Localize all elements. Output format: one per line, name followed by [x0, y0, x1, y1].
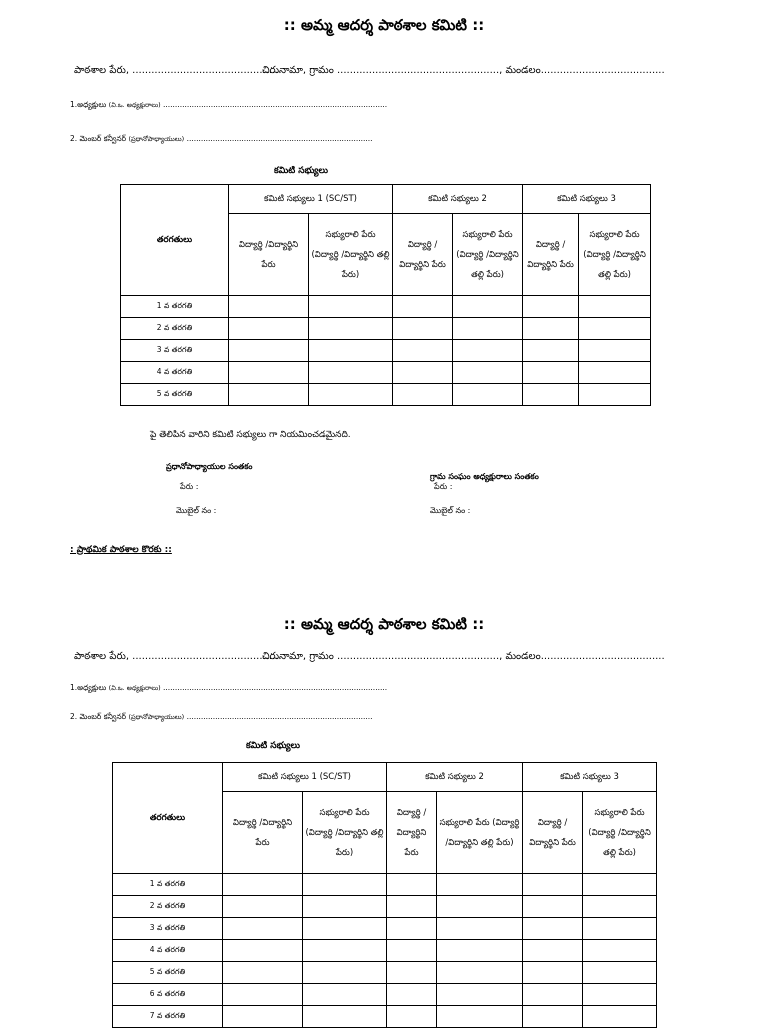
- chairperson-dots: ..............................................................................................: [163, 683, 388, 692]
- group-header-1: కమిటి సభ్యులు 1 (SC/ST): [229, 185, 393, 214]
- table-row: [121, 384, 651, 406]
- g2-student-name-header: విద్యార్థి /విద్యార్థిని పేరు: [387, 792, 437, 874]
- member-convener-field: [70, 134, 373, 145]
- group-header-3: కమిటి సభ్యులు 3: [523, 185, 651, 214]
- row-label: 5 వ తరగతి: [121, 384, 229, 406]
- g2-student-name-header: విద్యార్థి /విద్యార్థిని పేరు: [393, 214, 453, 296]
- group-header-2: కమిటి సభ్యులు 2: [393, 185, 523, 214]
- table-cell[interactable]: [309, 318, 393, 340]
- table-row: [113, 984, 657, 1006]
- chairperson-sub: (వి.ఒ. అధ్యక్షురాలు): [108, 101, 161, 109]
- committee-caption: కమిటి సభ్యులు: [246, 741, 301, 751]
- table-cell[interactable]: [223, 962, 303, 984]
- table-row: [121, 340, 651, 362]
- table-cell[interactable]: [453, 362, 523, 384]
- chairperson-field: [70, 100, 387, 111]
- g3-mother-name-header: సభ్యురాలి పేరు (విద్యార్థి /విద్యార్థిని తల్లి పేరు): [579, 214, 651, 296]
- table-row: [113, 940, 657, 962]
- table-cell[interactable]: [437, 874, 523, 896]
- table-cell[interactable]: [523, 340, 579, 362]
- chairperson-label: 1.అధ్యక్షులు: [70, 683, 107, 692]
- table-cell[interactable]: [579, 340, 651, 362]
- form-title: :: అమ్మ ఆదర్శ పాఠశాల కమిటి ::: [283, 615, 485, 633]
- address-village-field: చిరునామా, గ్రామం ..................................................., మండలం.......................................: [262, 65, 665, 76]
- member-convener-dots: ..............................................................................: [186, 134, 373, 143]
- table-row: [121, 318, 651, 340]
- row-label: 4 వ తరగతి: [113, 940, 223, 962]
- primary-school-footer-title: : ప్రాథమిక పాఠశాల కొరకు ::: [70, 545, 172, 555]
- table-cell[interactable]: [523, 918, 583, 940]
- row-label: 1 వ తరగతి: [113, 874, 223, 896]
- appointment-note: పై తెలిపిన వారిని కమిటి సభ్యులు గా నియమించడమైనది.: [150, 430, 351, 440]
- table-cell[interactable]: [387, 940, 437, 962]
- table-cell[interactable]: [387, 962, 437, 984]
- table-cell[interactable]: [393, 384, 453, 406]
- table-cell[interactable]: [579, 296, 651, 318]
- committee-table: [120, 184, 651, 406]
- village-name-label: పేరు :: [434, 482, 453, 491]
- table-row: [121, 296, 651, 318]
- member-convener-sub: (ప్రధానోపాధ్యాయులు): [128, 135, 185, 143]
- school-name-field: పాఠశాల పేరు, ...............................................: [74, 651, 282, 662]
- member-convener-label: 2. మెంబర్ కన్వీనర్: [70, 134, 127, 143]
- table-cell[interactable]: [393, 296, 453, 318]
- table-cell[interactable]: [229, 384, 309, 406]
- table-cell[interactable]: [437, 962, 523, 984]
- table-cell[interactable]: [523, 896, 583, 918]
- form-title: :: అమ్మ ఆదర్శ పాఠశాల కమిటి ::: [283, 16, 485, 34]
- chairperson-dots: ..............................................................................................: [163, 100, 388, 109]
- address-village-field: చిరునామా, గ్రామం ..................................................., మండలం.......................................: [262, 651, 665, 662]
- table-cell[interactable]: [387, 896, 437, 918]
- table-cell[interactable]: [387, 874, 437, 896]
- chairperson-label: 1.అధ్యక్షులు: [70, 100, 107, 109]
- committee-table: [112, 762, 657, 1028]
- table-cell[interactable]: [387, 1006, 437, 1028]
- table-cell[interactable]: [583, 1006, 657, 1028]
- member-convener-sub: (ప్రధానోపాధ్యాయులు): [128, 713, 185, 721]
- row-label: 5 వ తరగతి: [113, 962, 223, 984]
- table-cell[interactable]: [303, 896, 387, 918]
- table-cell[interactable]: [303, 918, 387, 940]
- table-cell[interactable]: [309, 340, 393, 362]
- table-cell[interactable]: [579, 318, 651, 340]
- table-cell[interactable]: [437, 940, 523, 962]
- village-mobile-label: మొబైల్ నం :: [430, 506, 471, 515]
- table-cell[interactable]: [579, 384, 651, 406]
- committee-caption: కమిటి సభ్యులు: [274, 166, 329, 176]
- g2-mother-name-header: సభ్యురాలి పేరు (విద్యార్థి /విద్యార్థిని తల్లి పేరు): [453, 214, 523, 296]
- table-cell[interactable]: [229, 296, 309, 318]
- g3-student-name-header: విద్యార్థి /విద్యార్థిని పేరు: [523, 792, 583, 874]
- table-cell[interactable]: [453, 384, 523, 406]
- table-cell[interactable]: [223, 918, 303, 940]
- chairperson-field: [70, 683, 387, 694]
- table-cell[interactable]: [223, 984, 303, 1006]
- table-cell[interactable]: [523, 296, 579, 318]
- table-cell[interactable]: [223, 896, 303, 918]
- hm-name-label: పేరు :: [180, 482, 199, 491]
- table-cell[interactable]: [523, 1006, 583, 1028]
- group-header-1: కమిటి సభ్యులు 1 (SC/ST): [223, 763, 387, 792]
- group-header-3: కమిటి సభ్యులు 3: [523, 763, 657, 792]
- table-cell[interactable]: [229, 318, 309, 340]
- g3-mother-name-header: సభ్యురాలి పేరు (విద్యార్థి /విద్యార్థిని తల్లి పేరు): [583, 792, 657, 874]
- row-label: 2 వ తరగతి: [113, 896, 223, 918]
- table-row: [113, 1006, 657, 1028]
- table-cell[interactable]: [583, 918, 657, 940]
- table-cell[interactable]: [523, 940, 583, 962]
- table-cell[interactable]: [393, 340, 453, 362]
- table-cell[interactable]: [583, 874, 657, 896]
- table-cell[interactable]: [437, 896, 523, 918]
- table-cell[interactable]: [309, 362, 393, 384]
- table-cell[interactable]: [583, 962, 657, 984]
- row-label: 2 వ తరగతి: [121, 318, 229, 340]
- table-cell[interactable]: [393, 362, 453, 384]
- g1-mother-name-header: సభ్యురాలి పేరు (విద్యార్థి /విద్యార్థిని తల్లి పేరు): [303, 792, 387, 874]
- form-upper-primary-school: [0, 600, 768, 1024]
- table-cell[interactable]: [437, 1006, 523, 1028]
- member-convener-dots: ..............................................................................: [186, 712, 373, 721]
- hm-mobile-label: మొబైల్ నం :: [176, 506, 217, 515]
- table-cell[interactable]: [387, 984, 437, 1006]
- row-label: 7 వ తరగతి: [113, 1006, 223, 1028]
- hm-signature-label: ప్రధానోపాధ్యాయుల సంతకం: [166, 462, 253, 471]
- table-cell[interactable]: [223, 940, 303, 962]
- table-cell[interactable]: [309, 384, 393, 406]
- row-label: 6 వ తరగతి: [113, 984, 223, 1006]
- class-header: తరగతులు: [121, 185, 229, 296]
- table-cell[interactable]: [523, 384, 579, 406]
- table-cell[interactable]: [223, 1006, 303, 1028]
- row-label: 1 వ తరగతి: [121, 296, 229, 318]
- table-cell[interactable]: [303, 1006, 387, 1028]
- table-cell[interactable]: [229, 340, 309, 362]
- g1-student-name-header: విద్యార్థి /విద్యార్థిని పేరు: [223, 792, 303, 874]
- g2-mother-name-header: సభ్యురాలి పేరు (విద్యార్థి /విద్యార్థిని తల్లి పేరు): [437, 792, 523, 874]
- table-cell[interactable]: [583, 940, 657, 962]
- member-convener-label: 2. మెంబర్ కన్వీనర్: [70, 712, 127, 721]
- table-cell[interactable]: [583, 984, 657, 1006]
- table-row: [113, 962, 657, 984]
- table-cell[interactable]: [309, 296, 393, 318]
- table-cell[interactable]: [523, 874, 583, 896]
- table-cell[interactable]: [437, 984, 523, 1006]
- table-cell[interactable]: [437, 918, 523, 940]
- chairperson-sub: (వి.ఒ. అధ్యక్షురాలు): [108, 684, 161, 692]
- table-cell[interactable]: [453, 340, 523, 362]
- table-row: [113, 874, 657, 896]
- table-cell[interactable]: [453, 318, 523, 340]
- member-convener-field: [70, 712, 373, 723]
- table-cell[interactable]: [303, 984, 387, 1006]
- school-name-field: పాఠశాల పేరు, ...............................................: [74, 65, 282, 76]
- table-cell[interactable]: [523, 984, 583, 1006]
- table-cell[interactable]: [229, 362, 309, 384]
- g1-mother-name-header: సభ్యురాలి పేరు (విద్యార్థి /విద్యార్థిని తల్లి పేరు): [309, 214, 393, 296]
- table-cell[interactable]: [583, 896, 657, 918]
- table-cell[interactable]: [523, 362, 579, 384]
- village-signature-label: గ్రామ సంఘం అధ్యక్షురాలు సంతకం: [430, 472, 539, 481]
- g3-student-name-header: విద్యార్థి /విద్యార్థిని పేరు: [523, 214, 579, 296]
- table-cell[interactable]: [523, 318, 579, 340]
- table-row: [113, 896, 657, 918]
- table-cell[interactable]: [387, 918, 437, 940]
- class-header: తరగతులు: [113, 763, 223, 874]
- table-cell[interactable]: [579, 362, 651, 384]
- row-label: 3 వ తరగతి: [121, 340, 229, 362]
- table-cell[interactable]: [303, 962, 387, 984]
- table-cell[interactable]: [303, 940, 387, 962]
- row-label: 4 వ తరగతి: [121, 362, 229, 384]
- table-cell[interactable]: [223, 874, 303, 896]
- table-row: [121, 362, 651, 384]
- table-cell[interactable]: [453, 296, 523, 318]
- g1-student-name-header: విద్యార్థి /విద్యార్థిని పేరు: [229, 214, 309, 296]
- table-cell[interactable]: [303, 874, 387, 896]
- table-cell[interactable]: [523, 962, 583, 984]
- table-cell[interactable]: [393, 318, 453, 340]
- row-label: 3 వ తరగతి: [113, 918, 223, 940]
- group-header-2: కమిటి సభ్యులు 2: [387, 763, 523, 792]
- table-row: [113, 918, 657, 940]
